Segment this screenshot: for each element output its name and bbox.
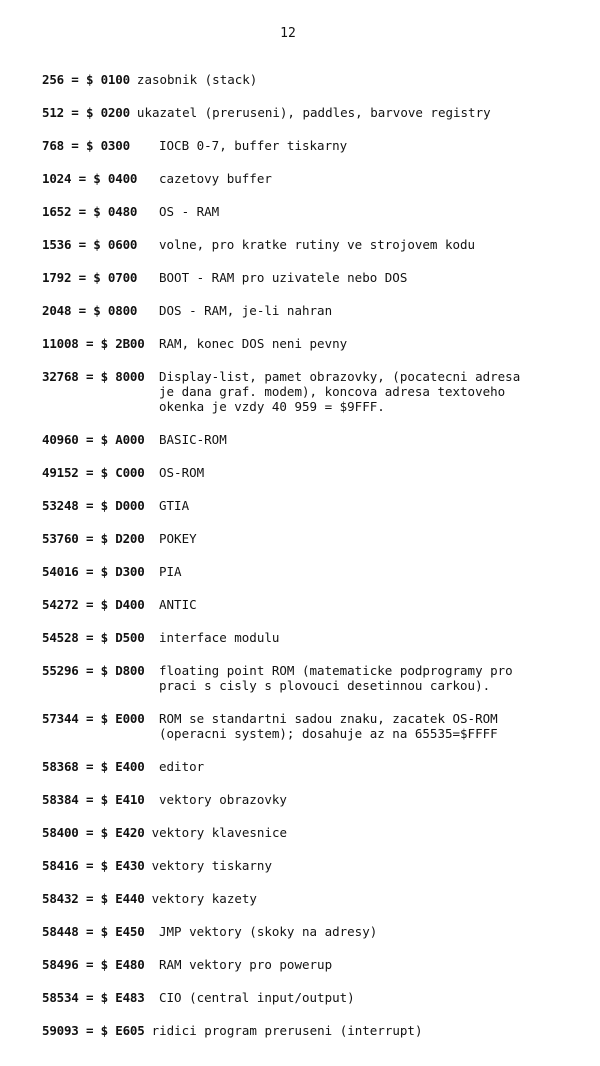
memory-map-entry <box>42 630 572 645</box>
memory-map-entry <box>42 759 572 774</box>
memory-map-entry <box>42 597 572 612</box>
memory-description: POKEY <box>159 531 197 546</box>
memory-description: editor <box>159 759 205 774</box>
memory-address: 57344 = $ E000 <box>42 711 145 726</box>
memory-description: ukazatel (preruseni), paddles, barvove registry <box>136 105 491 120</box>
memory-address: 55296 = $ D800 <box>42 663 145 678</box>
memory-address: 768 = $ 0300 <box>42 138 130 153</box>
memory-description: BASIC-ROM <box>159 432 227 447</box>
memory-address: 1024 = $ 0400 <box>42 171 138 186</box>
memory-address: 54528 = $ D500 <box>42 630 145 645</box>
memory-address: 58416 = $ E430 <box>42 858 145 873</box>
page-number: 12 <box>280 26 296 41</box>
memory-address: 1652 = $ 0480 <box>42 204 138 219</box>
memory-description: floating point ROM (matematicke podprogramy pro praci s cisly s plovouci desetinnou carkou). <box>159 663 513 693</box>
memory-description: ANTIC <box>159 597 197 612</box>
memory-address: 1536 = $ 0600 <box>42 237 138 252</box>
memory-description: GTIA <box>159 498 190 513</box>
memory-address: 2048 = $ 0800 <box>42 303 138 318</box>
memory-description: zasobnik (stack) <box>136 72 258 87</box>
memory-description: Display-list, pamet obrazovky, (pocatecni adresa je dana graf. modem), koncova adresa textoveho okenka je vzdy 40 959 = $9FFF. <box>159 369 521 414</box>
memory-description: vektory obrazovky <box>159 792 287 807</box>
memory-address: 32768 = $ 8000 <box>42 369 145 384</box>
memory-description: RAM, konec DOS neni pevny <box>159 336 348 351</box>
memory-address: 512 = $ 0200 <box>42 105 130 120</box>
memory-address: 58496 = $ E480 <box>42 957 145 972</box>
memory-map-entry <box>42 891 572 906</box>
memory-map-entry <box>42 498 572 513</box>
memory-map-entry <box>42 465 572 480</box>
memory-description: IOCB 0-7, buffer tiskarny <box>159 138 348 153</box>
memory-address: 58432 = $ E440 <box>42 891 145 906</box>
memory-map-entry <box>42 336 572 351</box>
memory-address: 40960 = $ A000 <box>42 432 145 447</box>
memory-map-entry <box>42 531 572 546</box>
memory-map-list <box>42 72 572 1056</box>
memory-address: 53760 = $ D200 <box>42 531 145 546</box>
memory-description: OS-ROM <box>159 465 205 480</box>
memory-map-entry <box>42 171 572 186</box>
memory-map-entry <box>42 564 572 579</box>
memory-description: CIO (central input/output) <box>159 990 355 1005</box>
memory-description: vektory klavesnice <box>151 825 288 840</box>
memory-map-entry <box>42 792 572 807</box>
memory-description: OS - RAM <box>159 204 220 219</box>
memory-map-entry <box>42 237 572 252</box>
memory-map-entry <box>42 72 572 87</box>
memory-map-entry <box>42 957 572 972</box>
memory-map-entry <box>42 138 572 153</box>
memory-description: ROM se standartni sadou znaku, zacatek OS-ROM (operacni system); dosahuje az na 65535=$FFFF <box>159 711 498 741</box>
memory-map-entry <box>42 663 572 693</box>
memory-map-entry <box>42 858 572 873</box>
memory-description: ridici program preruseni (interrupt) <box>151 1023 423 1038</box>
memory-address: 49152 = $ C000 <box>42 465 145 480</box>
memory-map-entry <box>42 825 572 840</box>
memory-map-entry <box>42 204 572 219</box>
memory-map-entry <box>42 711 572 741</box>
memory-address: 59093 = $ E605 <box>42 1023 145 1038</box>
memory-map-entry <box>42 924 572 939</box>
memory-description: vektory kazety <box>151 891 257 906</box>
memory-address: 11008 = $ 2B00 <box>42 336 145 351</box>
memory-map-entry <box>42 270 572 285</box>
memory-description: JMP vektory (skoky na adresy) <box>159 924 378 939</box>
memory-description: DOS - RAM, je-li nahran <box>159 303 333 318</box>
memory-description: BOOT - RAM pro uzivatele nebo DOS <box>159 270 408 285</box>
memory-address: 58534 = $ E483 <box>42 990 145 1005</box>
memory-address: 58368 = $ E400 <box>42 759 145 774</box>
memory-address: 1792 = $ 0700 <box>42 270 138 285</box>
memory-map-entry <box>42 1023 572 1038</box>
memory-map-entry <box>42 303 572 318</box>
memory-description: RAM vektory pro powerup <box>159 957 333 972</box>
memory-address: 54016 = $ D300 <box>42 564 145 579</box>
memory-map-entry <box>42 990 572 1005</box>
memory-description: volne, pro kratke rutiny ve strojovem kodu <box>159 237 476 252</box>
memory-address: 53248 = $ D000 <box>42 498 145 513</box>
memory-description: PIA <box>159 564 182 579</box>
memory-description: interface modulu <box>159 630 280 645</box>
memory-description: vektory tiskarny <box>151 858 272 873</box>
memory-map-entry <box>42 369 572 414</box>
memory-description: cazetovy buffer <box>159 171 272 186</box>
memory-address: 54272 = $ D400 <box>42 597 145 612</box>
memory-address: 256 = $ 0100 <box>42 72 130 87</box>
memory-map-entry <box>42 432 572 447</box>
memory-address: 58448 = $ E450 <box>42 924 145 939</box>
memory-address: 58384 = $ E410 <box>42 792 145 807</box>
memory-address: 58400 = $ E420 <box>42 825 145 840</box>
memory-map-entry <box>42 105 572 120</box>
